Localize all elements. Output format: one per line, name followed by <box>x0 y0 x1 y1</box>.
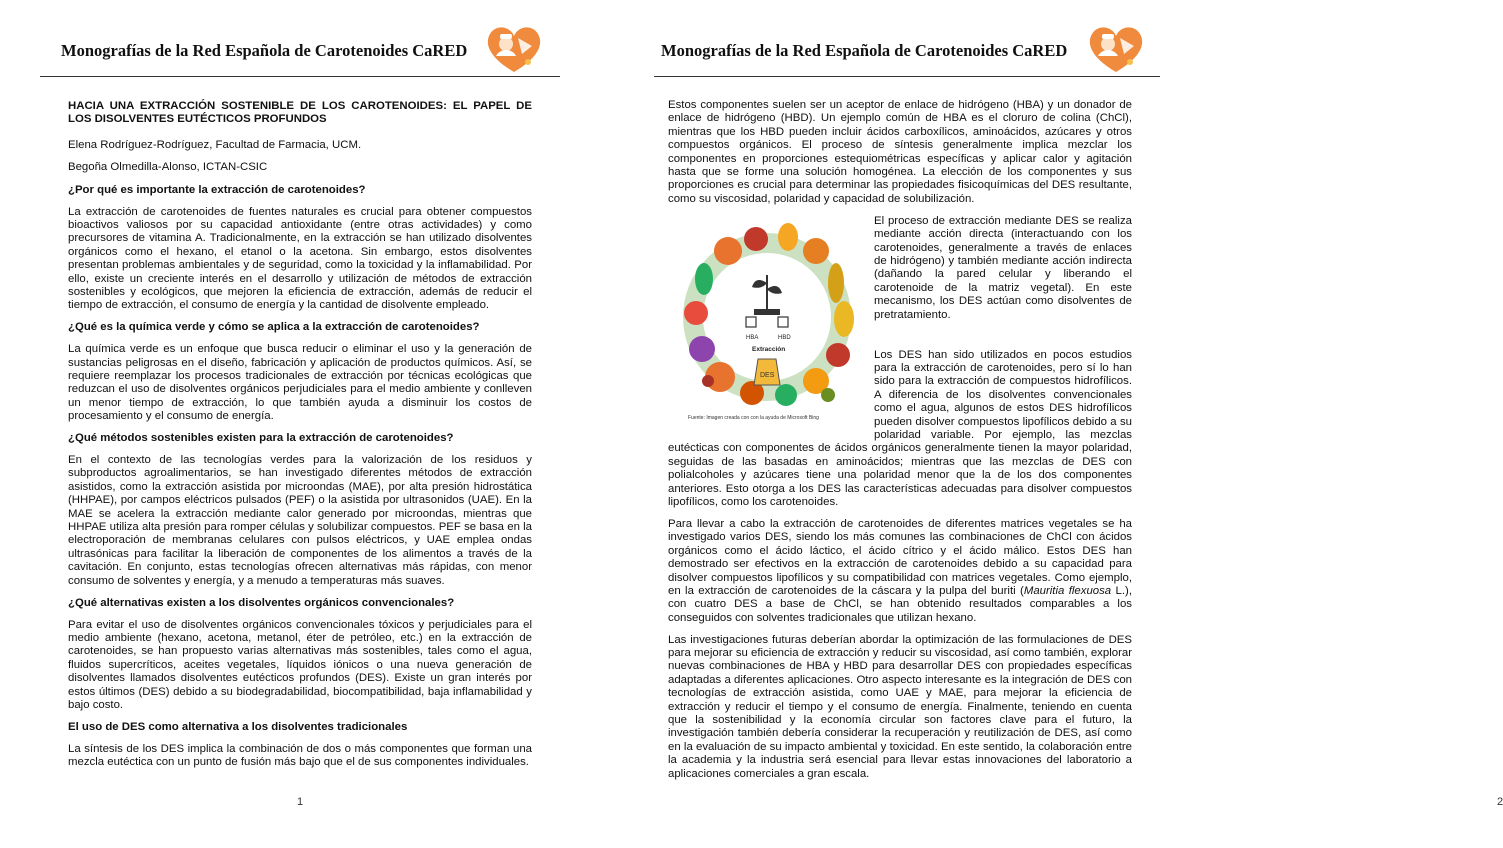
article-title: HACIA UNA EXTRACCIÓN SOSTENIBLE DE LOS CAROTENOIDES: EL PAPEL DE LOS DISOLVENTES EUTÉCTICOS PROFUNDOS <box>68 100 532 126</box>
section-heading-5: El uso de DES como alternativa a los disolventes tradicionales <box>68 720 408 733</box>
paragraph-3: Los DES han sido utilizados en pocos estudios para la extracción de carotenoides, pero sí lo han sido para la extracción de compuestos hidrofílicos. A diferencia de los disolventes convencionales como el agua, algunos de estos DES hidrofílicos pueden disolver compuestos lipofílicos debido a su polaridad variable. Por ejemplo, las mezclas eutécticas con componentes de ácidos orgánicos generalmente tienen la mayor polaridad, seguidas de las basadas en aminoácidos; mientras que las mezclas de DES con polialcoholes y azúcares tiene una polaridad menor que la de los dos componentes anteriores. Esto otorga a los DES las características adecuadas para disolver compuestos lipofílicos, como los carotenoides. <box>668 348 1132 508</box>
section-heading-3: ¿Qué métodos sostenibles existen para la extracción de carotenoides? <box>68 432 454 445</box>
page-2-content <box>668 99 1132 790</box>
header-rule <box>40 76 560 77</box>
section-heading-2: ¿Qué es la química verde y cómo se aplica a la extracción de carotenoides? <box>68 321 480 334</box>
page-number: 2 <box>1497 796 1503 808</box>
section-heading-1: ¿Por qué es importante la extracción de carotenoides? <box>68 183 366 196</box>
des-extraction-figure <box>668 209 866 431</box>
paragraph-5: La síntesis de los DES implica la combinación de dos o más componentes que forman una mezcla eutéctica con un punto de fusión más bajo que el de sus componentes individuales. <box>68 742 532 769</box>
paragraph-3: En el contexto de las tecnologías verdes para la valorización de los residuos y subproductos agroalimentarios, se han investigado diferentes métodos de extracción asistidos, como la extracción asistida por microondas (MAE), por alta presión hidrostática (HHPAE), por campos eléctricos pulsados (PEF) o la asistida por ultrasonidos (UAE). En la MAE se acelera la extracción mediante calor generado por microondas, mientras que HHPAE utiliza alta presión para romper células y solubilizar compuestos. PEF se basa en la electroporación de membranas celulares con pulsos eléctricos, y UAE emplea ondas ultrasónicas para facilitar la liberación de componentes de los alimentos a través de la cavitación. En conjunto, estas tecnologías ofrecen alternativas más rápidas, con menor consumo de solventes y energía, y a menudo a temperaturas más suaves. <box>68 454 532 587</box>
page-1 <box>0 0 600 848</box>
figure-label-extraccion: Extracción <box>752 346 786 354</box>
header-title: Monografías de la Red Española de Carotenoides CaRED <box>61 41 468 60</box>
paragraph-2: La química verde es un enfoque que busca reducir o eliminar el uso y la generación de sustancias peligrosas en el diseño, fabricación y aplicación de productos químicos. Así, se requiere reemplazar los procesos tradicionales de extracción por técnicas ecológicas que reduzcan el uso de disolventes orgánicos perjudiciales para el medio ambiente y conlleven un menor tiempo de extracción, lo que también ayuda a disminuir los costos de procesamiento y el consumo de energía. <box>68 343 532 423</box>
figure-label-des: DES <box>760 372 775 380</box>
figure-label-hbd: HBD <box>778 335 791 342</box>
paragraph-4: Para evitar el uso de disolventes orgánicos convencionales tóxicos y perjudiciales para el medio ambiente (hexano, acetona, metanol, éter de petróleo, etc.) en la extracción de carotenoides, se han propuesto varias alternativas más sostenibles, tales como el agua, fluidos supercríticos, aceites vegetales, líquidos iónicos o una nueva generación de disolventes llamados disolventes eutécticos profundos (DES). Existe un gran interés por estos últimos (DES) debido a su biodegradabilidad, biocompatibilidad, baja inflamabilidad y bajo costo. <box>68 618 532 711</box>
page-1-content <box>68 100 532 778</box>
header-title: Monografías de la Red Española de Carotenoides CaRED <box>661 41 1068 60</box>
paragraph-5: Las investigaciones futuras deberían abordar la optimización de las formulaciones de DES para mejorar su eficiencia de extracción y reducir su viscosidad, así como también, explorar nuevas combinaciones de HBA y HBD para desarrollar DES con propiedades específicas adaptadas a diferentes aplicaciones. Otro aspecto interesante es la integración de DES con tecnologías de extracción asistida, como UAE y MAE, para mejorar la eficiencia de extracción y reducir el tiempo y el consumo de energía. Finalmente, teniendo en cuenta que la sostenibilidad y la economía circular son factores clave para el futuro, la investigación también debería considerar la recuperación y reutilización de DES, así como en la evaluación de su impacto ambiental y toxicidad. En este sentido, la colaboración entre la academia y la industria será esencial para llevar estas innovaciones del laboratorio a aplicaciones comerciales a gran escala. <box>668 633 1132 780</box>
species-name: Mauritia flexuosa <box>1023 584 1112 597</box>
fruit-vegetable-wreath-illustration <box>668 209 866 431</box>
paragraph-2: El proceso de extracción mediante DES se realiza mediante acción directa (interactuando con los carotenoides, generalmente a través de enlaces de hidrógeno) y también mediante acción indirecta (dañando la pared celular y liberando el carotenoide de la matriz vegetal). En este mecanismo, los DES actúan como disolventes de pretratamiento. <box>874 214 1132 321</box>
figure-label-hba: HBA <box>746 335 759 342</box>
cared-logo-icon <box>1084 22 1148 74</box>
page-number: 1 <box>297 796 304 808</box>
author-2: Begoña Olmedilla-Alonso, ICTAN-CSIC <box>68 161 268 174</box>
author-1: Elena Rodríguez-Rodríguez, Facultad de Farmacia, UCM. <box>68 138 362 151</box>
paragraph-1: Estos componentes suelen ser un aceptor de enlace de hidrógeno (HBA) y un donador de enlace de hidrógeno (HBD). Un ejemplo común de HBA es el cloruro de colina (ChCl), mientras que los HBD pueden incluir ácidos carboxílicos, aminoácidos, azúcares y otros compuestos orgánicos. El proceso de síntesis generalmente implica mezclar los componentes en proporciones estequiométricas específicas y aplicar calor y agitación hasta que se forme una solución homogénea. La elección de los componentes y sus proporciones es crucial para determinar las propiedades fisicoquímicas del DES resultante, como su viscosidad, polaridad y capacidad de solubilización. <box>668 99 1132 205</box>
paragraph-4-a: Para llevar a cabo la extracción de carotenoides de diferentes matrices vegetales se ha investigado varios DES, siendo los más comunes las combinaciones de ChCl con ácidos orgánicos como el ácido láctico, el ácido cítrico y el ácido málico. Estos DES han demostrado ser efectivos en la extracción de carotenoides debido a su capacidad para disolver compuestos lipofílicos y su compatibilidad con matrices vegetales. Como ejemplo, en la extracción de carotenoides de la cáscara y la pulpa del buriti ( <box>668 517 1132 597</box>
cared-logo-icon <box>482 22 546 74</box>
section-heading-4: ¿Qué alternativas existen a los disolventes orgánicos convencionales? <box>68 596 455 609</box>
page-2 <box>600 0 1503 848</box>
header-rule <box>654 76 1160 77</box>
paragraph-4-b: L.), con cuatro DES a base de ChCl, se han obtenido resultados comparables a los conseguidos con solventes tradicionales que utilizan hexano. <box>668 584 1132 624</box>
paragraph-4 <box>668 518 1132 625</box>
paragraph-1: La extracción de carotenoides de fuentes naturales es crucial para obtener compuestos bioactivos valiosos por su capacidad antioxidante (entre otras actividades) y como precursores de vitamina A. Tradicionalmente, en la extracción se han utilizado disolventes orgánicos como el hexano, el etanol o la acetona. Sin embargo, estos disolventes presentan problemas ambientales y de seguridad, como la toxicidad y la inflamabilidad. Por ello, existe un creciente interés en el desarrollo y utilización de métodos de extracción sostenibles y ecológicos, que mejoren la eficiencia de extracción, además de reducir el tiempo de extracción, el consumo de energía y la cantidad de disolvente empleado. <box>68 205 532 312</box>
figure-caption: Fuente: Imagen creada con con la ayuda de Microsoft Bing <box>688 414 819 421</box>
